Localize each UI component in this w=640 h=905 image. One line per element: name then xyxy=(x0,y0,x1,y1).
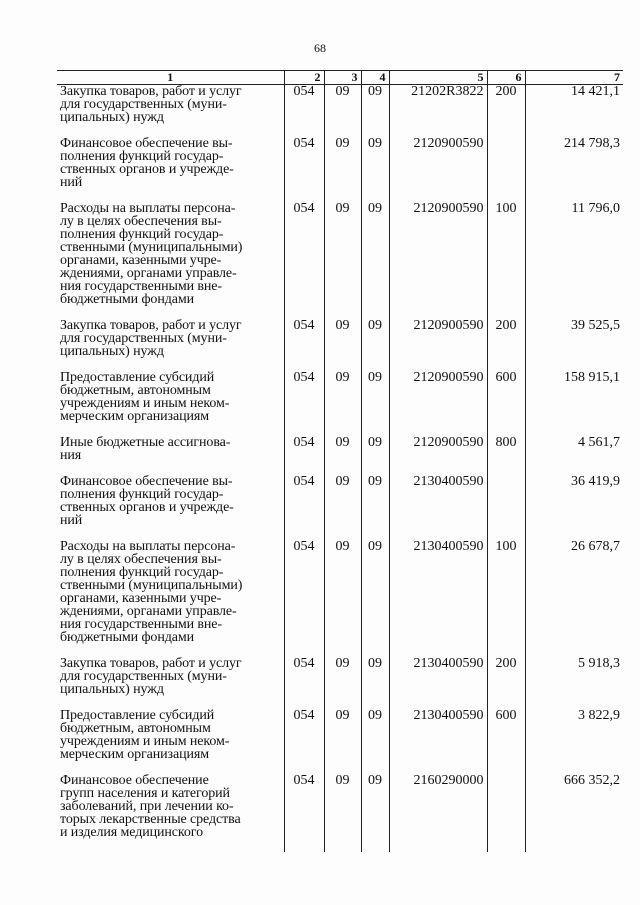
row-target-code: 2120900590 xyxy=(413,317,484,333)
row-expense-type: 200 xyxy=(495,317,517,333)
row-target-code: 2130400590 xyxy=(413,655,484,671)
row-description: Иные бюджетные ассигнова- ния xyxy=(60,434,231,463)
row-section-code: 09 xyxy=(335,369,350,385)
column-header-2: 2 xyxy=(284,71,324,85)
row-ministry-code: 054 xyxy=(293,200,315,216)
row-subsection-code: 09 xyxy=(368,84,382,99)
row-target-code: 2120900590 xyxy=(413,200,484,216)
row-description: Расходы на выплаты персона- лу в целях обеспечения вы- полнения функций государ- ственными (муниципальными) органами, казенными учре- ждениями, органами управле- ния государственными вне- бюджетными фондами xyxy=(60,200,243,307)
row-expense-type: 100 xyxy=(495,538,517,554)
row-target-code: 2160290000 xyxy=(413,772,484,788)
row-amount: 14 421,1 xyxy=(571,84,620,99)
row-amount: 666 352,2 xyxy=(564,772,620,788)
row-description: Расходы на выплаты персона- лу в целях обеспечения вы- полнения функций государ- ственными (муниципальными) органами, казенными учре- ждениями, органами управле- ния государственными вне- бюджетными фондами xyxy=(60,538,243,645)
row-subsection-code: 09 xyxy=(368,655,382,671)
page-number: 68 xyxy=(314,41,326,55)
row-amount: 214 798,3 xyxy=(564,135,620,151)
row-ministry-code: 054 xyxy=(293,772,315,788)
column-header-6: 6 xyxy=(487,71,525,85)
row-subsection-code: 09 xyxy=(368,434,382,450)
row-amount: 36 419,9 xyxy=(571,473,620,489)
row-ministry-code: 054 xyxy=(293,707,315,723)
column-header-3: 3 xyxy=(324,71,361,85)
row-section-code: 09 xyxy=(335,84,350,99)
row-amount: 158 915,1 xyxy=(564,369,620,385)
row-section-code: 09 xyxy=(335,434,350,450)
row-section-code: 09 xyxy=(335,772,350,788)
row-expense-type: 600 xyxy=(495,707,517,723)
table-row xyxy=(57,657,623,709)
row-target-code: 2120900590 xyxy=(413,369,484,385)
budget-table xyxy=(57,70,623,852)
row-target-code: 2130400590 xyxy=(413,538,484,554)
row-subsection-code: 09 xyxy=(368,317,382,333)
row-target-code: 21202R3822 xyxy=(411,84,484,99)
row-ministry-code: 054 xyxy=(293,434,315,450)
row-target-code: 2120900590 xyxy=(413,135,484,151)
table-row xyxy=(57,85,623,137)
row-description: Закупка товаров, работ и услуг для государственных (муни- ципальных) нужд xyxy=(60,655,242,697)
row-subsection-code: 09 xyxy=(368,200,382,216)
table-row xyxy=(57,371,623,436)
row-ministry-code: 054 xyxy=(293,84,315,99)
row-description: Предоставление субсидий бюджетным, автономным учреждениям и иным неком- мерческим организациям xyxy=(60,707,230,762)
row-section-code: 09 xyxy=(335,317,350,333)
table-row xyxy=(57,774,623,852)
row-amount: 26 678,7 xyxy=(571,538,620,554)
row-expense-type: 100 xyxy=(495,200,517,216)
row-description: Закупка товаров, работ и услуг для государственных (муни- ципальных) нужд xyxy=(60,84,242,125)
row-amount: 4 561,7 xyxy=(578,434,620,450)
row-section-code: 09 xyxy=(335,135,350,151)
row-ministry-code: 054 xyxy=(293,369,315,385)
table-row xyxy=(57,475,623,540)
row-target-code: 2130400590 xyxy=(413,473,484,489)
row-amount: 11 796,0 xyxy=(571,200,620,216)
row-description: Предоставление субсидий бюджетным, автономным учреждениям и иным неком- мерческим организациям xyxy=(60,369,230,424)
row-subsection-code: 09 xyxy=(368,772,382,788)
table-row xyxy=(57,319,623,371)
row-target-code: 2120900590 xyxy=(413,434,484,450)
row-subsection-code: 09 xyxy=(368,369,382,385)
column-header-5: 5 xyxy=(389,71,487,85)
row-ministry-code: 054 xyxy=(293,135,315,151)
row-section-code: 09 xyxy=(335,707,350,723)
row-description: Финансовое обеспечение групп населения и категорий заболеваний, при лечении ко- торых лекарственные средства и изделия медицинского xyxy=(60,772,241,840)
row-target-code: 2130400590 xyxy=(413,707,484,723)
row-description: Финансовое обеспечение вы- полнения функций государ- ственных органов и учрежде- ний xyxy=(60,473,234,528)
row-subsection-code: 09 xyxy=(368,135,382,151)
row-expense-type: 200 xyxy=(495,84,517,99)
table-row xyxy=(57,202,623,319)
row-amount: 39 525,5 xyxy=(571,317,620,333)
column-header-7: 7 xyxy=(525,71,623,85)
row-section-code: 09 xyxy=(335,473,350,489)
column-header-4: 4 xyxy=(361,71,389,85)
row-expense-type: 800 xyxy=(495,434,517,450)
row-amount: 5 918,3 xyxy=(578,655,620,671)
row-expense-type: 600 xyxy=(495,369,517,385)
column-header-1: 1 xyxy=(57,71,284,85)
row-section-code: 09 xyxy=(335,655,350,671)
row-description: Закупка товаров, работ и услуг для государственных (муни- ципальных) нужд xyxy=(60,317,242,359)
table-header-row xyxy=(57,71,623,85)
table-row xyxy=(57,540,623,657)
row-ministry-code: 054 xyxy=(293,473,315,489)
row-subsection-code: 09 xyxy=(368,707,382,723)
table-row xyxy=(57,709,623,774)
table-row xyxy=(57,436,623,475)
row-description: Финансовое обеспечение вы- полнения функций государ- ственных органов и учрежде- ний xyxy=(60,135,234,190)
row-expense-type: 200 xyxy=(495,655,517,671)
row-ministry-code: 054 xyxy=(293,317,315,333)
row-amount: 3 822,9 xyxy=(578,707,620,723)
row-subsection-code: 09 xyxy=(368,473,382,489)
row-ministry-code: 054 xyxy=(293,538,315,554)
table-row xyxy=(57,137,623,202)
row-subsection-code: 09 xyxy=(368,538,382,554)
row-section-code: 09 xyxy=(335,200,350,216)
row-ministry-code: 054 xyxy=(293,655,315,671)
row-section-code: 09 xyxy=(335,538,350,554)
